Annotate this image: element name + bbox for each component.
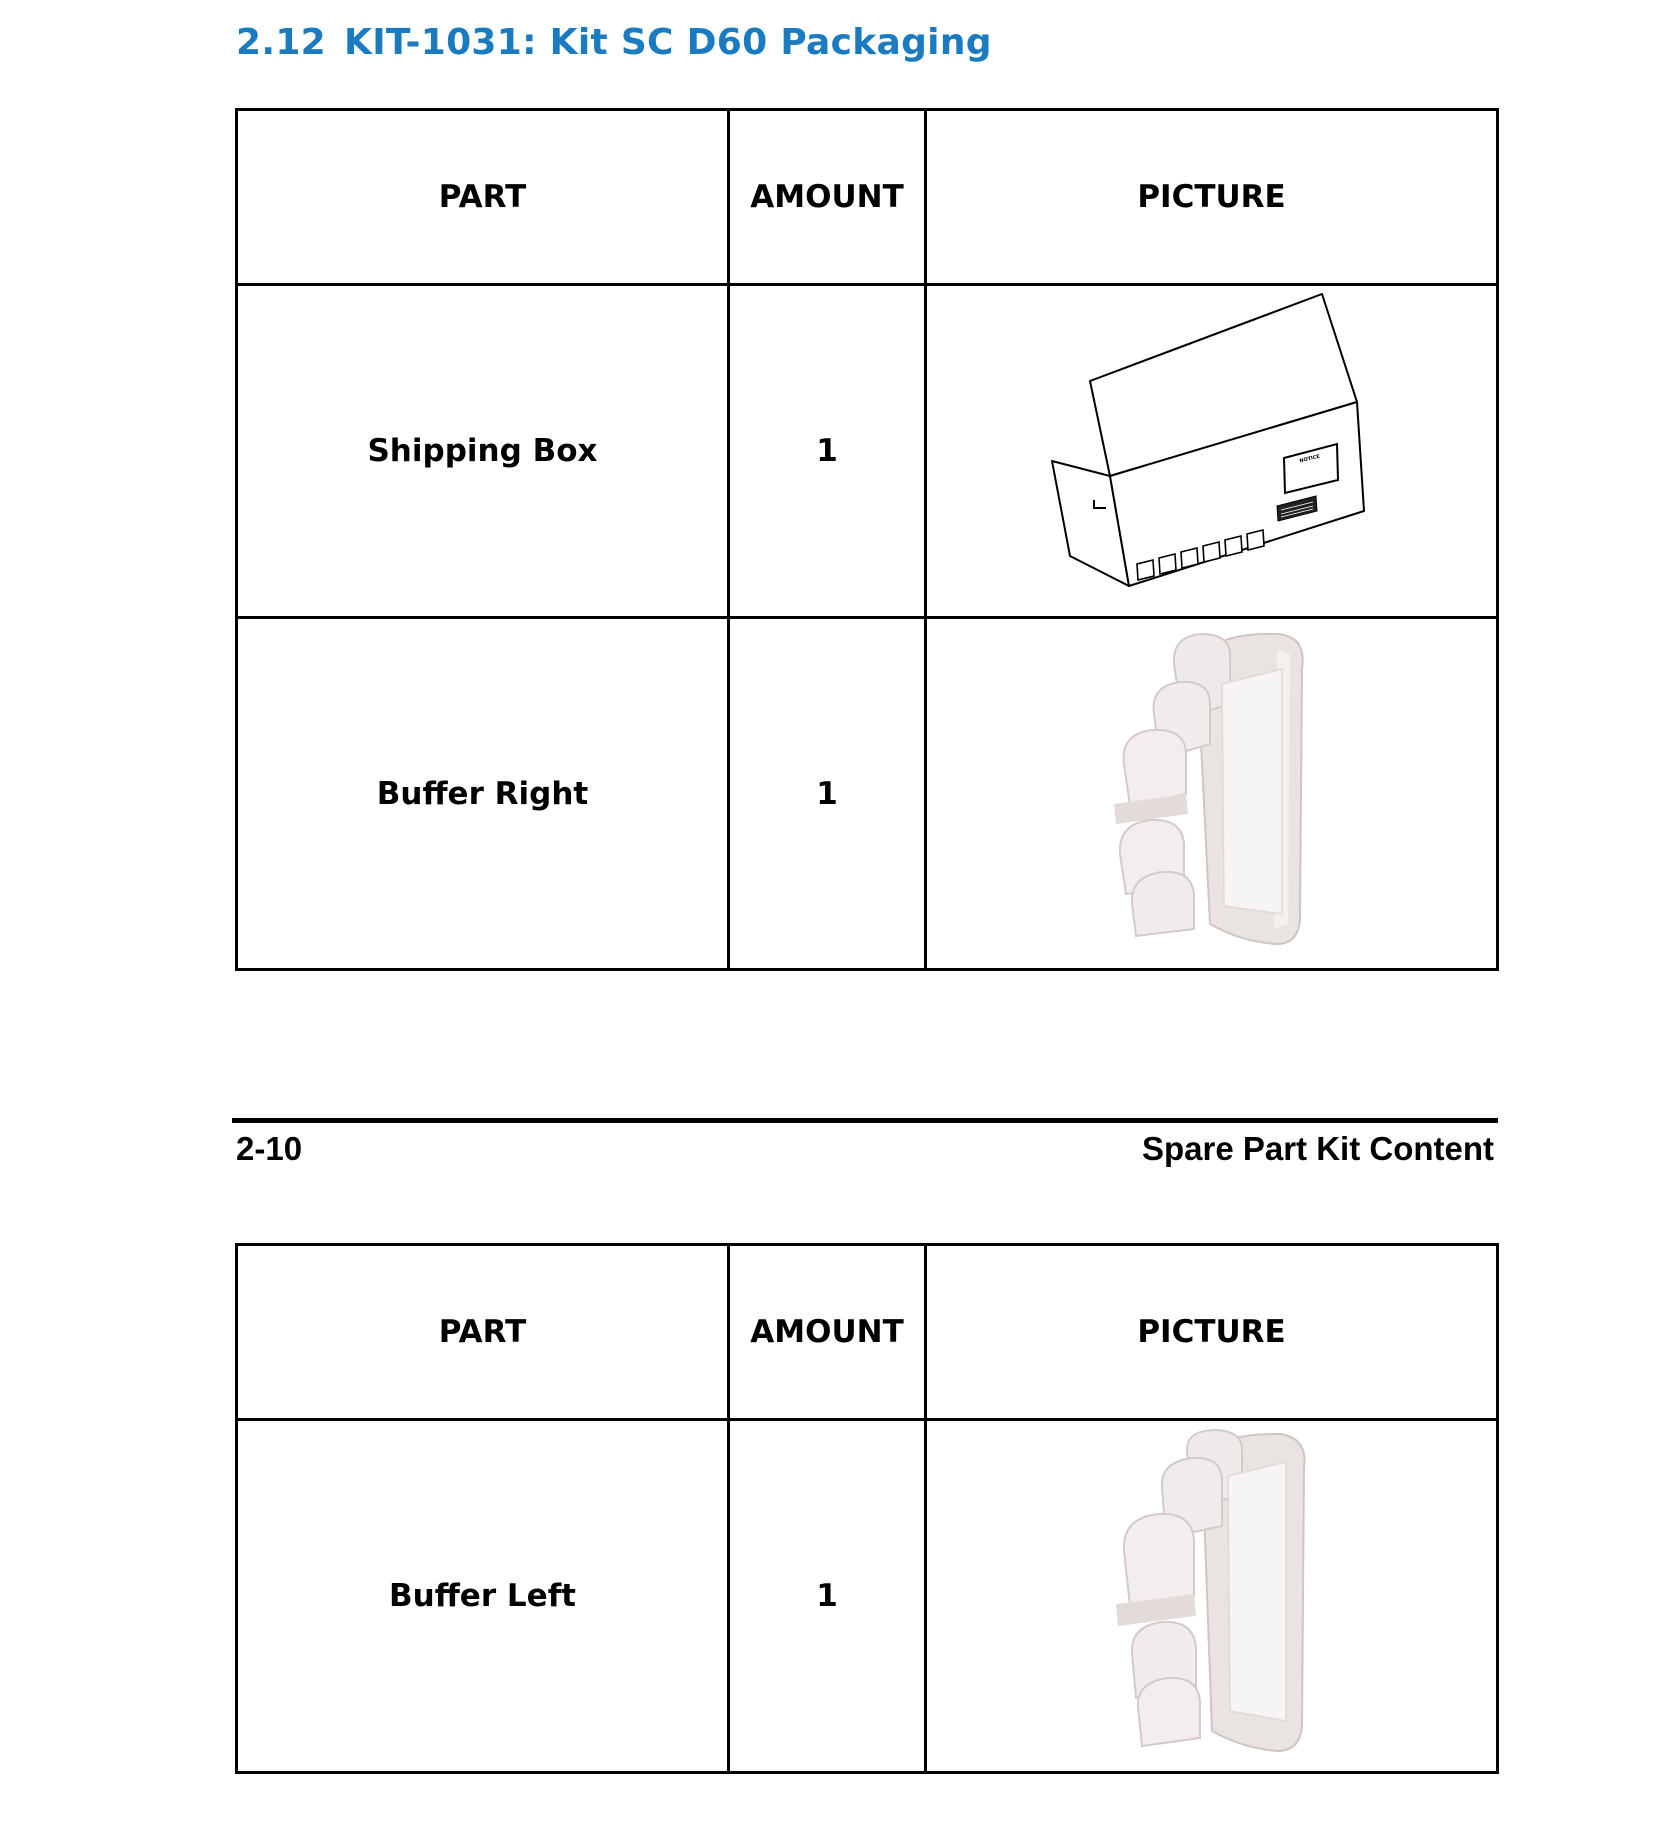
table-header-row bbox=[237, 110, 1498, 285]
section-number: 2.12 bbox=[236, 22, 327, 63]
picture-cell bbox=[926, 285, 1498, 618]
section-heading bbox=[236, 22, 992, 63]
picture-column-header: PICTURE bbox=[926, 110, 1498, 285]
picture-column-header: PICTURE bbox=[926, 1245, 1498, 1420]
picture-cell bbox=[926, 1420, 1498, 1773]
section-title: KIT-1031: Kit SC D60 Packaging bbox=[344, 22, 992, 63]
kit-parts-table-continued bbox=[235, 1243, 1499, 1774]
part-name-cell: Buffer Left bbox=[237, 1420, 729, 1773]
buffer-right-image bbox=[1102, 624, 1322, 964]
amount-cell: 1 bbox=[729, 285, 926, 618]
shipping-box-image bbox=[1032, 286, 1392, 616]
notice-label-text: NOTICE bbox=[1298, 453, 1321, 465]
page-number: 2-10 bbox=[236, 1130, 303, 1167]
amount-column-header: AMOUNT bbox=[729, 110, 926, 285]
buffer-left-image bbox=[1102, 1426, 1322, 1766]
picture-cell bbox=[926, 618, 1498, 970]
part-column-header: PART bbox=[237, 1245, 729, 1420]
amount-cell: 1 bbox=[729, 618, 926, 970]
table-row bbox=[237, 285, 1498, 618]
table-row bbox=[237, 1420, 1498, 1773]
amount-cell: 1 bbox=[729, 1420, 926, 1773]
table-header-row bbox=[237, 1245, 1498, 1420]
amount-column-header: AMOUNT bbox=[729, 1245, 926, 1420]
kit-parts-table bbox=[235, 108, 1499, 971]
part-name-cell: Shipping Box bbox=[237, 285, 729, 618]
part-name-cell: Buffer Right bbox=[237, 618, 729, 970]
table-row bbox=[237, 618, 1498, 970]
footer-rule bbox=[232, 1118, 1498, 1123]
footer-document-title: Spare Part Kit Content bbox=[1141, 1130, 1494, 1167]
part-column-header: PART bbox=[237, 110, 729, 285]
